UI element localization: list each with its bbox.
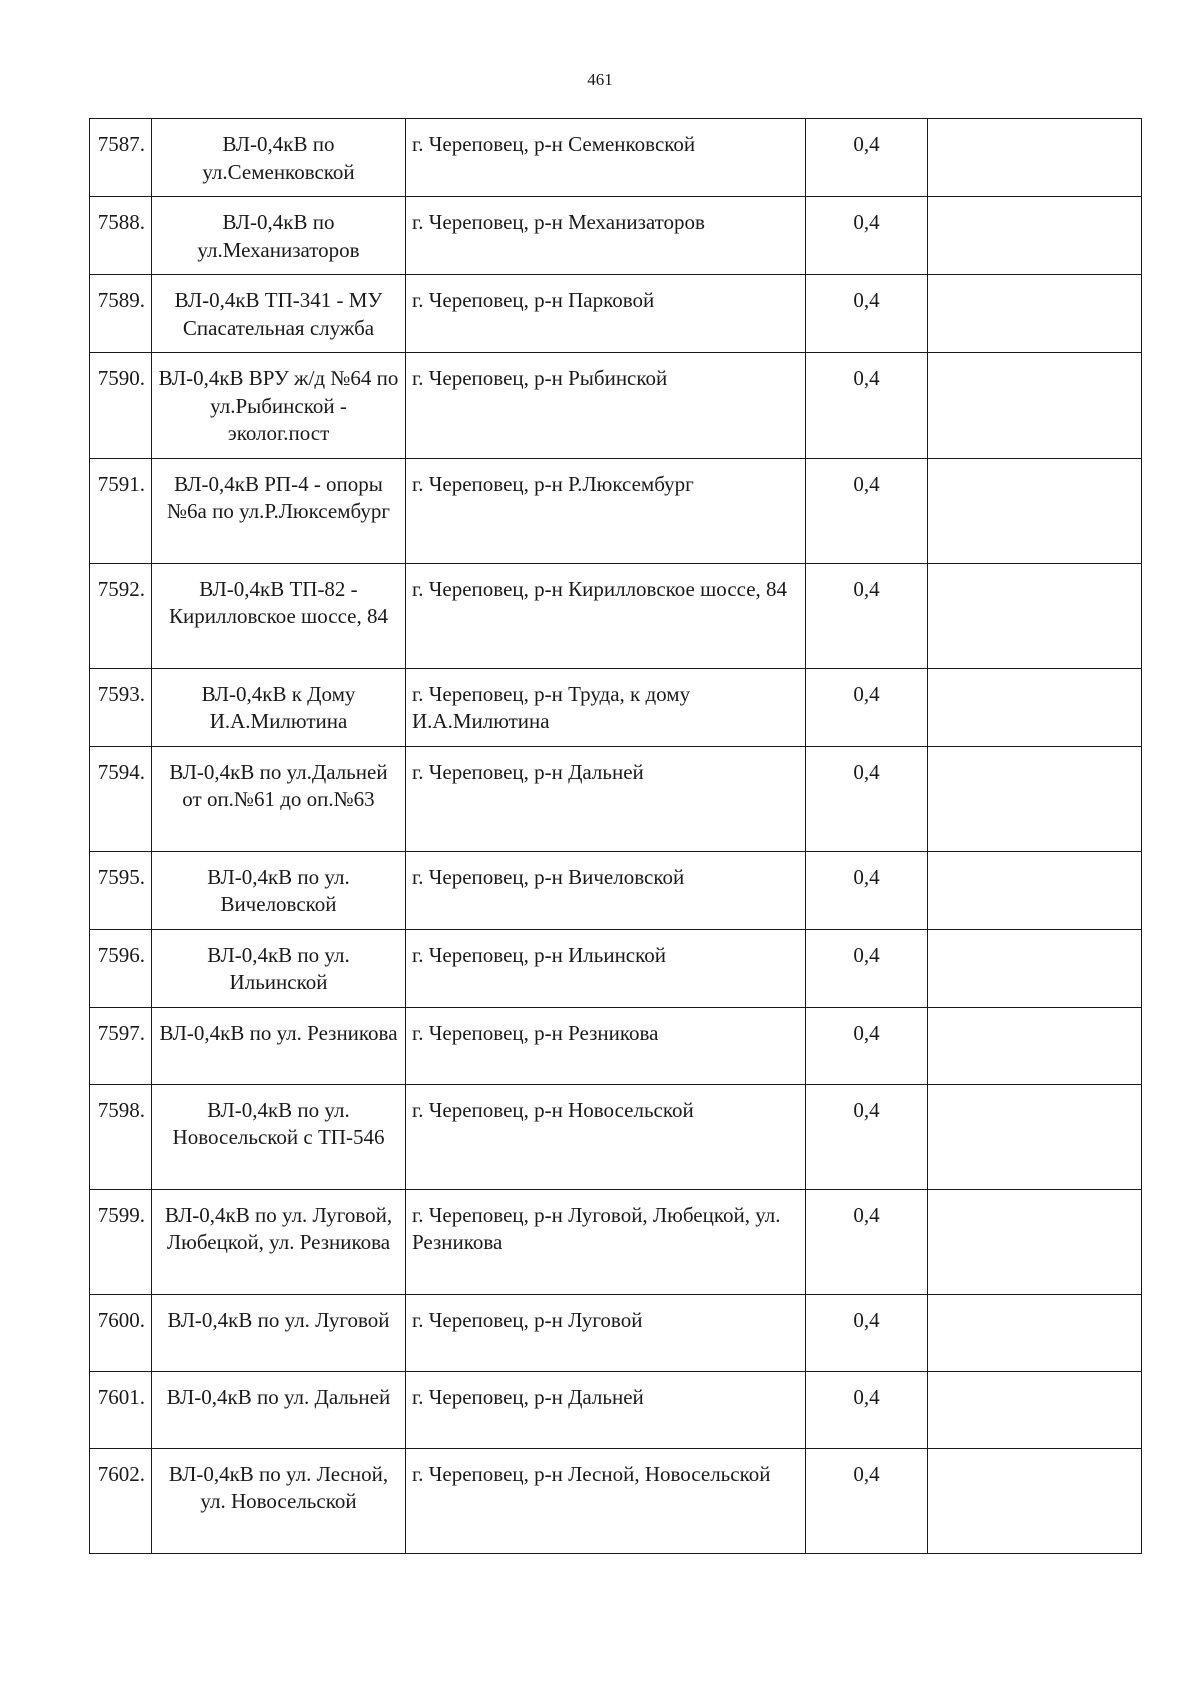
row-number: 7601. xyxy=(90,1371,152,1448)
line-address: г. Череповец, р-н Резникова xyxy=(406,1007,806,1084)
line-address: г. Череповец, р-н Вичеловской xyxy=(406,851,806,929)
row-number: 7589. xyxy=(90,275,152,353)
empty-cell xyxy=(928,275,1142,353)
row-number: 7600. xyxy=(90,1294,152,1371)
empty-cell xyxy=(928,119,1142,197)
line-voltage: 0,4 xyxy=(806,851,928,929)
line-voltage: 0,4 xyxy=(806,458,928,563)
table-row xyxy=(90,746,1142,851)
row-number: 7597. xyxy=(90,1007,152,1084)
empty-cell xyxy=(928,746,1142,851)
table-row xyxy=(90,119,1142,197)
table-row xyxy=(90,1084,1142,1189)
table-row xyxy=(90,851,1142,929)
line-voltage: 0,4 xyxy=(806,119,928,197)
page-number: 461 xyxy=(587,70,613,89)
line-name: ВЛ-0,4кВ ТП-341 - МУ Спасательная служба xyxy=(152,275,406,353)
line-voltage: 0,4 xyxy=(806,1294,928,1371)
line-voltage: 0,4 xyxy=(806,275,928,353)
row-number: 7592. xyxy=(90,563,152,668)
line-address: г. Череповец, р-н Рыбинской xyxy=(406,353,806,459)
line-name: ВЛ-0,4кВ по ул.Семенковской xyxy=(152,119,406,197)
table-row xyxy=(90,668,1142,746)
empty-cell xyxy=(928,1084,1142,1189)
row-number: 7596. xyxy=(90,929,152,1007)
row-number: 7588. xyxy=(90,197,152,275)
empty-cell xyxy=(928,1294,1142,1371)
line-voltage: 0,4 xyxy=(806,197,928,275)
line-address: г. Череповец, р-н Механизаторов xyxy=(406,197,806,275)
line-name: ВЛ-0,4кВ по ул. Луговой, Любецкой, ул. Резникова xyxy=(152,1189,406,1294)
table-row xyxy=(90,275,1142,353)
empty-cell xyxy=(928,1448,1142,1553)
line-name: ВЛ-0,4кВ по ул. Дальней xyxy=(152,1371,406,1448)
line-voltage: 0,4 xyxy=(806,1189,928,1294)
line-voltage: 0,4 xyxy=(806,746,928,851)
line-name: ВЛ-0,4кВ по ул. Новосельской с ТП-546 xyxy=(152,1084,406,1189)
line-address: г. Череповец, р-н Труда, к дому И.А.Милютина xyxy=(406,668,806,746)
empty-cell xyxy=(928,929,1142,1007)
table-row xyxy=(90,1371,1142,1448)
row-number: 7599. xyxy=(90,1189,152,1294)
line-name: ВЛ-0,4кВ по ул.Дальней от оп.№61 до оп.№63 xyxy=(152,746,406,851)
row-number: 7591. xyxy=(90,458,152,563)
line-name: ВЛ-0,4кВ РП-4 - опоры №6а по ул.Р.Люксембург xyxy=(152,458,406,563)
line-address: г. Череповец, р-н Семенковской xyxy=(406,119,806,197)
line-voltage: 0,4 xyxy=(806,1084,928,1189)
row-number: 7595. xyxy=(90,851,152,929)
empty-cell xyxy=(928,1371,1142,1448)
empty-cell xyxy=(928,668,1142,746)
line-address: г. Череповец, р-н Лесной, Новосельской xyxy=(406,1448,806,1553)
line-address: г. Череповец, р-н Дальней xyxy=(406,746,806,851)
table-row xyxy=(90,1294,1142,1371)
line-address: г. Череповец, р-н Кирилловское шоссе, 84 xyxy=(406,563,806,668)
table-row xyxy=(90,563,1142,668)
line-address: г. Череповец, р-н Дальней xyxy=(406,1371,806,1448)
line-address: г. Череповец, р-н Ильинской xyxy=(406,929,806,1007)
empty-cell xyxy=(928,353,1142,459)
line-name: ВЛ-0,4кВ ВРУ ж/д №64 по ул.Рыбинской - эколог.пост xyxy=(152,353,406,459)
line-name: ВЛ-0,4кВ по ул. Вичеловской xyxy=(152,851,406,929)
line-name: ВЛ-0,4кВ по ул.Механизаторов xyxy=(152,197,406,275)
row-number: 7598. xyxy=(90,1084,152,1189)
table-row xyxy=(90,1448,1142,1553)
line-address: г. Череповец, р-н Новосельской xyxy=(406,1084,806,1189)
line-name: ВЛ-0,4кВ к Дому И.А.Милютина xyxy=(152,668,406,746)
line-voltage: 0,4 xyxy=(806,1007,928,1084)
line-address: г. Череповец, р-н Луговой, Любецкой, ул. Резникова xyxy=(406,1189,806,1294)
line-voltage: 0,4 xyxy=(806,1448,928,1553)
line-voltage: 0,4 xyxy=(806,929,928,1007)
line-name: ВЛ-0,4кВ по ул. Резникова xyxy=(152,1007,406,1084)
line-name: ВЛ-0,4кВ ТП-82 - Кирилловское шоссе, 84 xyxy=(152,563,406,668)
line-voltage: 0,4 xyxy=(806,353,928,459)
table-row xyxy=(90,197,1142,275)
table-row xyxy=(90,1189,1142,1294)
row-number: 7594. xyxy=(90,746,152,851)
empty-cell xyxy=(928,458,1142,563)
table-row xyxy=(90,929,1142,1007)
table-row xyxy=(90,1007,1142,1084)
line-name: ВЛ-0,4кВ по ул. Луговой xyxy=(152,1294,406,1371)
line-voltage: 0,4 xyxy=(806,1371,928,1448)
empty-cell xyxy=(928,1189,1142,1294)
line-name: ВЛ-0,4кВ по ул. Лесной, ул. Новосельской xyxy=(152,1448,406,1553)
line-voltage: 0,4 xyxy=(806,563,928,668)
line-address: г. Череповец, р-н Р.Люксембург xyxy=(406,458,806,563)
line-address: г. Череповец, р-н Парковой xyxy=(406,275,806,353)
empty-cell xyxy=(928,197,1142,275)
row-number: 7587. xyxy=(90,119,152,197)
power-lines-table xyxy=(89,118,1142,1554)
empty-cell xyxy=(928,1007,1142,1084)
row-number: 7593. xyxy=(90,668,152,746)
line-name: ВЛ-0,4кВ по ул. Ильинской xyxy=(152,929,406,1007)
line-address: г. Череповец, р-н Луговой xyxy=(406,1294,806,1371)
row-number: 7602. xyxy=(90,1448,152,1553)
line-voltage: 0,4 xyxy=(806,668,928,746)
empty-cell xyxy=(928,851,1142,929)
empty-cell xyxy=(928,563,1142,668)
table-row xyxy=(90,458,1142,563)
table-row xyxy=(90,353,1142,459)
row-number: 7590. xyxy=(90,353,152,459)
